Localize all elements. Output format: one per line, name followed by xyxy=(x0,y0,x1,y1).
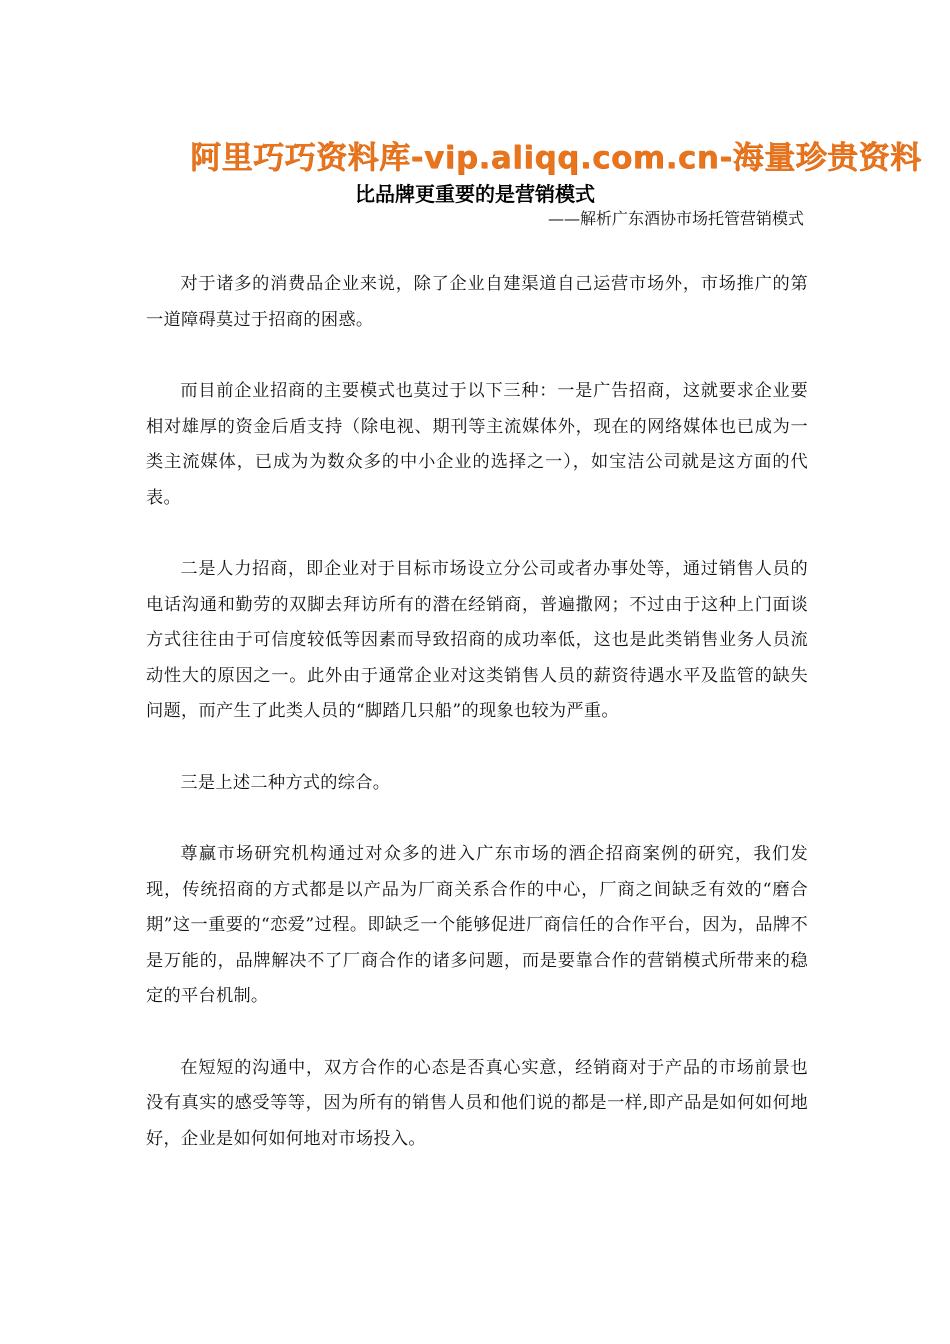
paragraph: 三是上述二种方式的综合。 xyxy=(180,772,391,793)
paragraph: 尊赢市场研究机构通过对众多的进入广东市场的酒企招商案例的研究，我们发现，传统招商的方式都是以产品为厂商关系合作的中心，厂商之间缺乏有效的“磨合期”这一重要的“恋爱”过程。即缺乏一个能够促进厂商信任的合作平台，因为，品牌不是万能的，品牌解决不了厂商合作的诸多问题，而是要靠合作的营销模式所带来的稳定的平台机制。 xyxy=(146,844,808,1006)
paragraph: 在短短的沟通中，双方合作的心态是否真心实意，经销商对于产品的市场前景也没有真实的感受等等，因为所有的销售人员和他们说的都是一样,即产品是如何如何地好，企业是如何如何地对市场投入。 xyxy=(146,1057,808,1149)
document-title: 比品牌更重要的是营销模式 xyxy=(355,182,595,206)
document-body xyxy=(146,267,808,1193)
watermark-banner: 阿里巧巧资料库-vip.aliqq.com.cn-海量珍贵资料 xyxy=(190,140,922,176)
document-subtitle: ——解析广东酒协市场托管营销模式 xyxy=(547,209,804,228)
paragraph: 二是人力招商，即企业对于目标市场设立分公司或者办事处等，通过销售人员的电话沟通和勤劳的双脚去拜访所有的潜在经销商，普遍撒网；不过由于这种上门面谈方式往往由于可信度较低等因素而导致招商的成功率低，这也是此类销售业务人员流动性大的原因之一。此外由于通常企业对这类销售人员的薪资待遇水平及监管的缺失问题，而产生了此类人员的“脚踏几只船”的现象也较为严重。 xyxy=(146,559,808,721)
paragraph: 而目前企业招商的主要模式也莫过于以下三种：一是广告招商，这就要求企业要相对雄厚的资金后盾支持（除电视、期刊等主流媒体外，现在的网络媒体也已成为一类主流媒体，已成为为数众多的中小企业的选择之一），如宝洁公司就是这方面的代表。 xyxy=(146,381,808,508)
paragraph: 对于诸多的消费品企业来说，除了企业自建渠道自己运营市场外，市场推广的第一道障碍莫过于招商的困惑。 xyxy=(146,274,808,330)
